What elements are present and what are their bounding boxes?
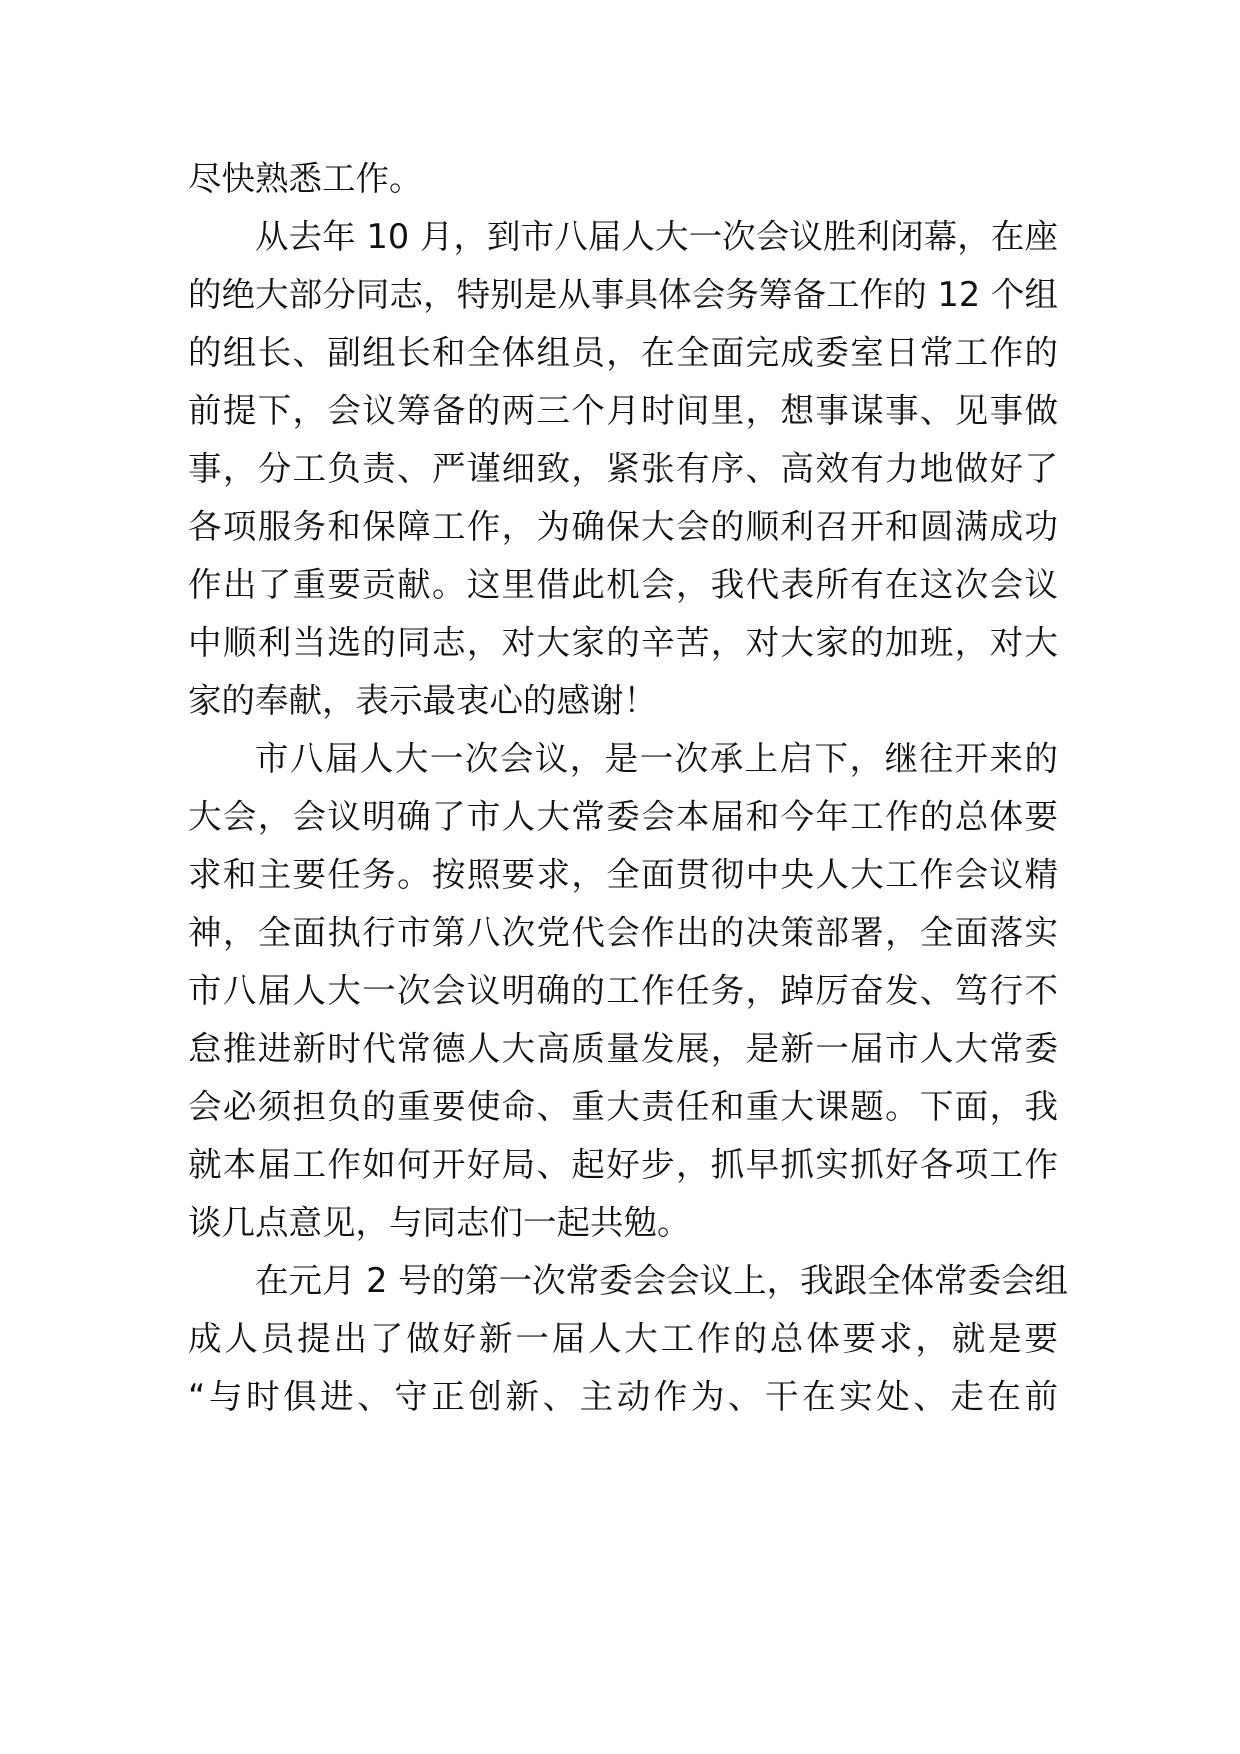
text-line: 大会，会议明确了市人大常委会本届和今年工作的总体要 <box>188 797 1058 836</box>
text-line: 尽快熟悉工作。 <box>188 159 423 198</box>
text-line: 谈几点意见，与同志们一起共勉。 <box>188 1203 691 1242</box>
text-line: 市八届人大一次会议明确的工作任务，踔厉奋发、笃行不 <box>188 971 1058 1010</box>
text-line: 的组长、副组长和全体组员，在全面完成委室日常工作的 <box>188 333 1058 372</box>
text-line: 市八届人大一次会议，是一次承上启下，继往开来的 <box>255 739 1058 778</box>
text-line: 从去年 10 月，到市八届人大一次会议胜利闭幕，在座 <box>255 217 1058 256</box>
text-line: 家的奉献，表示最衷心的感谢！ <box>188 681 657 720</box>
text-line: 的绝大部分同志，特别是从事具体会务筹备工作的 12 个组 <box>188 275 1058 314</box>
text-line: 前提下，会议筹备的两三个月时间里，想事谋事、见事做 <box>188 391 1058 430</box>
text-line: 求和主要任务。按照要求，全面贯彻中央人大工作会议精 <box>188 855 1058 894</box>
text-line: 怠推进新时代常德人大高质量发展，是新一届市人大常委 <box>188 1029 1058 1068</box>
text-line: 成人员提出了做好新一届人大工作的总体要求，就是要 <box>188 1319 1058 1358</box>
text-line: 在元月 2 号的第一次常委会会议上，我跟全体常委会组 <box>255 1261 1069 1300</box>
text-line: 会必须担负的重要使命、重大责任和重大课题。下面，我 <box>188 1087 1058 1126</box>
text-line: 事，分工负责、严谨细致，紧张有序、高效有力地做好了 <box>188 449 1058 488</box>
text-line: “与时俱进、守正创新、主动作为、干在实处、走在前 <box>188 1377 1058 1416</box>
text-line: 各项服务和保障工作，为确保大会的顺利召开和圆满成功 <box>188 507 1058 546</box>
text-line: 就本届工作如何开好局、起好步，抓早抓实抓好各项工作 <box>188 1145 1058 1184</box>
text-line: 中顺利当选的同志，对大家的辛苦，对大家的加班，对大 <box>188 623 1058 662</box>
text-line: 作出了重要贡献。这里借此机会，我代表所有在这次会议 <box>188 565 1058 604</box>
text-line: 神，全面执行市第八次党代会作出的决策部署，全面落实 <box>188 913 1058 952</box>
